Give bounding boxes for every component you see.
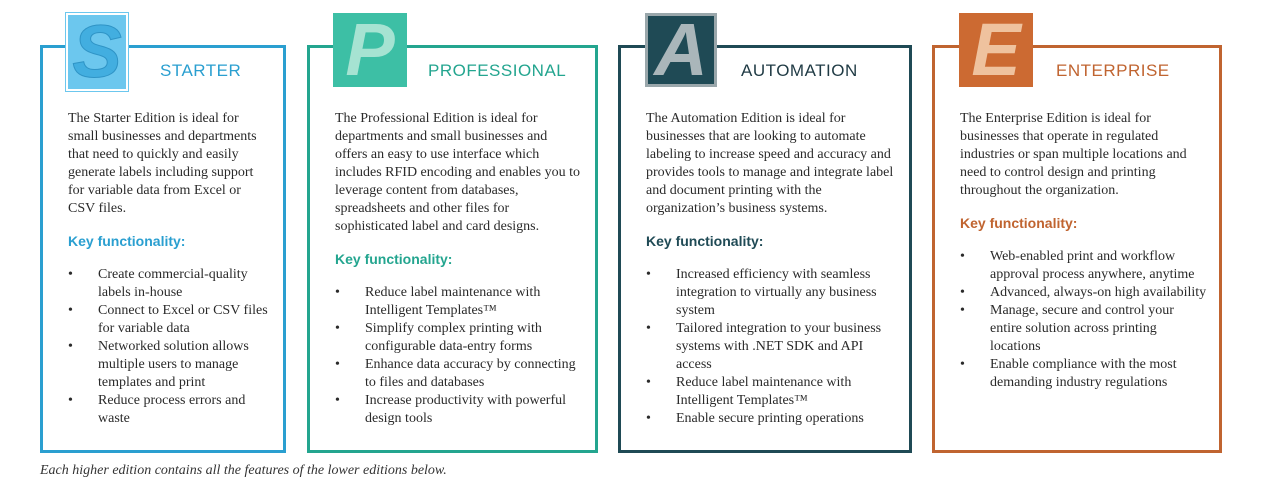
feature-item: • Enable compliance with the most demanding industry regulations <box>960 356 1207 392</box>
feature-item: • Enable secure printing operations <box>646 410 897 428</box>
enterprise-key-functionality-heading: Key functionality: <box>960 215 1078 231</box>
feature-item: • Networked solution allows multiple users to manage templates and print <box>68 338 271 392</box>
feature-item: • Web-enabled print and workflow approval process anywhere, anytime <box>960 248 1207 284</box>
automation-feature-list <box>646 266 897 428</box>
enterprise-content <box>935 110 1219 392</box>
footnote: Each higher edition contains all the features of the lower editions below. <box>40 463 447 478</box>
enterprise-letter: E <box>971 13 1021 87</box>
professional-letter-badge <box>333 13 407 87</box>
automation-key-functionality-heading: Key functionality: <box>646 233 764 249</box>
feature-item: • Tailored integration to your business systems with .NET SDK and API access <box>646 320 897 374</box>
professional-content <box>310 110 595 428</box>
enterprise-letter-badge <box>959 13 1033 87</box>
feature-item: • Increased efficiency with seamless integration to virtually any business system <box>646 266 897 320</box>
enterprise-feature-list <box>960 248 1207 392</box>
enterprise-edition-card <box>932 45 1222 453</box>
starter-letter-badge <box>66 13 128 91</box>
enterprise-title: ENTERPRISE <box>1056 61 1170 80</box>
automation-letter: A <box>654 13 708 87</box>
professional-key-functionality-heading: Key functionality: <box>335 251 453 267</box>
professional-edition-card <box>307 45 598 453</box>
starter-description: The Starter Edition is ideal for small businesses and departments that need to quickly and easily generate labels including support for variable data from Excel or CSV files. <box>68 111 257 216</box>
feature-item: • Advanced, always-on high availability <box>960 284 1207 302</box>
feature-item: • Reduce label maintenance with Intelligent Templates™ <box>335 284 583 320</box>
starter-feature-list <box>68 266 271 428</box>
automation-content <box>621 110 909 428</box>
feature-item: • Manage, secure and control your entire solution across printing locations <box>960 302 1207 356</box>
feature-item: • Increase productivity with powerful design tools <box>335 392 583 428</box>
starter-title: STARTER <box>160 61 242 80</box>
starter-content <box>43 110 283 428</box>
professional-letter: P <box>345 13 395 87</box>
feature-item: • Reduce label maintenance with Intelligent Templates™ <box>646 374 897 410</box>
automation-title: AUTOMATION <box>741 61 858 80</box>
automation-letter-badge <box>645 13 717 87</box>
feature-item: • Reduce process errors and waste <box>68 392 271 428</box>
feature-item: • Simplify complex printing with configurable data-entry forms <box>335 320 583 356</box>
feature-item: • Connect to Excel or CSV files for variable data <box>68 302 271 338</box>
starter-edition-card <box>40 45 286 453</box>
professional-feature-list <box>335 284 583 428</box>
professional-title: PROFESSIONAL <box>428 61 567 80</box>
starter-letter: S <box>72 13 122 91</box>
automation-description: The Automation Edition is ideal for businesses that are looking to automate labeling to increase speed and accuracy and provides tools to manage and integrate label and document printing with the organization’s business systems. <box>646 111 894 216</box>
feature-item: • Enhance data accuracy by connecting to files and databases <box>335 356 583 392</box>
professional-description: The Professional Edition is ideal for departments and small businesses and offers an easy to use interface which includes RFID encoding and enables you to leverage content from databases, spreadsheets and other files for sophisticated label and card designs. <box>335 111 580 234</box>
enterprise-description: The Enterprise Edition is ideal for businesses that operate in regulated industries or span multiple locations and need to control design and printing throughout the organization. <box>960 111 1187 198</box>
starter-key-functionality-heading: Key functionality: <box>68 233 186 249</box>
feature-item: • Create commercial-quality labels in-house <box>68 266 271 302</box>
automation-edition-card <box>618 45 912 453</box>
